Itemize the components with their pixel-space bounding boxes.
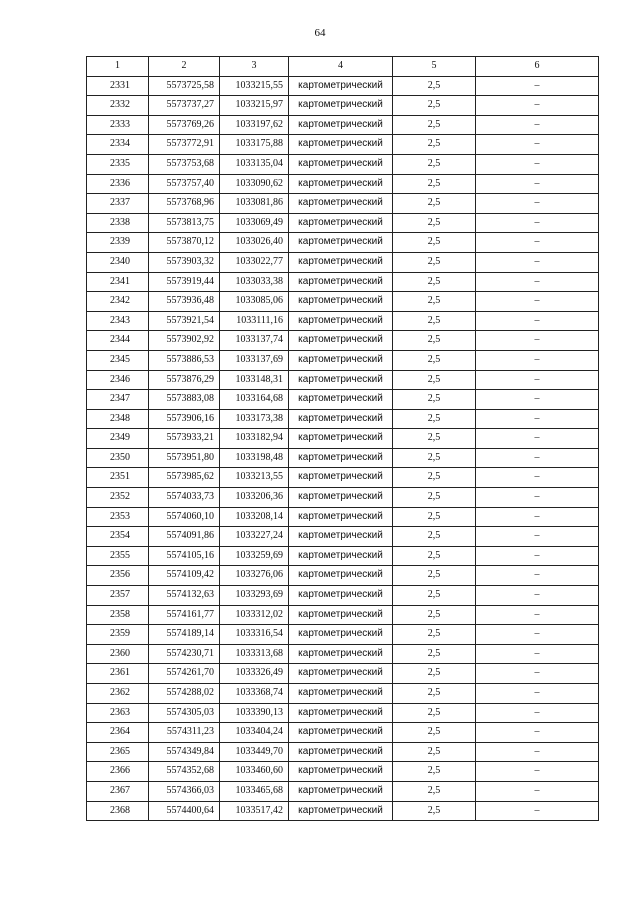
table-row — [87, 135, 599, 155]
x-coordinate-cell: 5574366,03 — [149, 781, 220, 801]
method-cell: картометрический — [289, 233, 393, 253]
accuracy-cell: 2,5 — [393, 644, 476, 664]
accuracy-cell: 2,5 — [393, 625, 476, 645]
method-cell: картометрический — [289, 664, 393, 684]
accuracy-cell: 2,5 — [393, 703, 476, 723]
point-number-cell: 2365 — [87, 742, 149, 762]
method-cell: картометрический — [289, 468, 393, 488]
point-number-cell: 2364 — [87, 723, 149, 743]
table-row — [87, 76, 599, 96]
table-row — [87, 566, 599, 586]
page-number: 64 — [314, 27, 326, 39]
table-row — [87, 174, 599, 194]
method-cell: картометрический — [289, 115, 393, 135]
y-coordinate-cell: 1033215,55 — [220, 76, 289, 96]
point-number-cell: 2351 — [87, 468, 149, 488]
accuracy-cell: 2,5 — [393, 723, 476, 743]
note-cell: – — [476, 233, 599, 253]
table-row — [87, 390, 599, 410]
table-row — [87, 781, 599, 801]
note-cell: – — [476, 350, 599, 370]
accuracy-cell: 2,5 — [393, 448, 476, 468]
note-cell: – — [476, 390, 599, 410]
y-coordinate-cell: 1033069,49 — [220, 213, 289, 233]
column-header-2: 2 — [149, 57, 220, 77]
point-number-cell: 2347 — [87, 390, 149, 410]
method-cell: картометрический — [289, 252, 393, 272]
point-number-cell: 2336 — [87, 174, 149, 194]
y-coordinate-cell: 1033449,70 — [220, 742, 289, 762]
y-coordinate-cell: 1033033,38 — [220, 272, 289, 292]
y-coordinate-cell: 1033198,48 — [220, 448, 289, 468]
y-coordinate-cell: 1033026,40 — [220, 233, 289, 253]
note-cell: – — [476, 507, 599, 527]
point-number-cell: 2334 — [87, 135, 149, 155]
accuracy-cell: 2,5 — [393, 390, 476, 410]
y-coordinate-cell: 1033368,74 — [220, 684, 289, 704]
method-cell: картометрический — [289, 781, 393, 801]
accuracy-cell: 2,5 — [393, 546, 476, 566]
accuracy-cell: 2,5 — [393, 272, 476, 292]
column-header-1: 1 — [87, 57, 149, 77]
accuracy-cell: 2,5 — [393, 213, 476, 233]
column-header-3: 3 — [220, 57, 289, 77]
point-number-cell: 2363 — [87, 703, 149, 723]
note-cell: – — [476, 272, 599, 292]
table-row — [87, 742, 599, 762]
accuracy-cell: 2,5 — [393, 292, 476, 312]
note-cell: – — [476, 409, 599, 429]
y-coordinate-cell: 1033465,68 — [220, 781, 289, 801]
point-number-cell: 2356 — [87, 566, 149, 586]
method-cell: картометрический — [289, 507, 393, 527]
table-row — [87, 311, 599, 331]
point-number-cell: 2332 — [87, 96, 149, 116]
method-cell: картометрический — [289, 605, 393, 625]
table-row — [87, 762, 599, 782]
x-coordinate-cell: 5574132,63 — [149, 586, 220, 606]
table-row — [87, 96, 599, 116]
method-cell: картометрический — [289, 762, 393, 782]
accuracy-cell: 2,5 — [393, 527, 476, 547]
x-coordinate-cell: 5573902,92 — [149, 331, 220, 351]
y-coordinate-cell: 1033517,42 — [220, 801, 289, 821]
note-cell: – — [476, 527, 599, 547]
method-cell: картометрический — [289, 566, 393, 586]
x-coordinate-cell: 5573870,12 — [149, 233, 220, 253]
method-cell: картометрический — [289, 742, 393, 762]
note-cell: – — [476, 311, 599, 331]
table-row — [87, 586, 599, 606]
y-coordinate-cell: 1033313,68 — [220, 644, 289, 664]
y-coordinate-cell: 1033164,68 — [220, 390, 289, 410]
column-header-6: 6 — [476, 57, 599, 77]
point-number-cell: 2345 — [87, 350, 149, 370]
note-cell: – — [476, 448, 599, 468]
accuracy-cell: 2,5 — [393, 174, 476, 194]
accuracy-cell: 2,5 — [393, 370, 476, 390]
y-coordinate-cell: 1033173,38 — [220, 409, 289, 429]
y-coordinate-cell: 1033137,74 — [220, 331, 289, 351]
y-coordinate-cell: 1033215,97 — [220, 96, 289, 116]
note-cell: – — [476, 135, 599, 155]
table-row — [87, 488, 599, 508]
method-cell: картометрический — [289, 429, 393, 449]
x-coordinate-cell: 5574261,70 — [149, 664, 220, 684]
method-cell: картометрический — [289, 194, 393, 214]
point-number-cell: 2366 — [87, 762, 149, 782]
accuracy-cell: 2,5 — [393, 605, 476, 625]
note-cell: – — [476, 664, 599, 684]
table-row — [87, 213, 599, 233]
accuracy-cell: 2,5 — [393, 468, 476, 488]
note-cell: – — [476, 429, 599, 449]
x-coordinate-cell: 5573876,29 — [149, 370, 220, 390]
method-cell: картометрический — [289, 586, 393, 606]
y-coordinate-cell: 1033148,31 — [220, 370, 289, 390]
point-number-cell: 2339 — [87, 233, 149, 253]
note-cell: – — [476, 586, 599, 606]
note-cell: – — [476, 742, 599, 762]
y-coordinate-cell: 1033227,24 — [220, 527, 289, 547]
x-coordinate-cell: 5574311,23 — [149, 723, 220, 743]
x-coordinate-cell: 5573737,27 — [149, 96, 220, 116]
note-cell: – — [476, 762, 599, 782]
y-coordinate-cell: 1033213,55 — [220, 468, 289, 488]
x-coordinate-cell: 5573951,80 — [149, 448, 220, 468]
table-row — [87, 115, 599, 135]
x-coordinate-cell: 5574400,64 — [149, 801, 220, 821]
point-number-cell: 2341 — [87, 272, 149, 292]
x-coordinate-cell: 5573769,26 — [149, 115, 220, 135]
accuracy-cell: 2,5 — [393, 252, 476, 272]
y-coordinate-cell: 1033090,62 — [220, 174, 289, 194]
note-cell: – — [476, 723, 599, 743]
point-number-cell: 2368 — [87, 801, 149, 821]
y-coordinate-cell: 1033197,62 — [220, 115, 289, 135]
method-cell: картометрический — [289, 448, 393, 468]
y-coordinate-cell: 1033081,86 — [220, 194, 289, 214]
accuracy-cell: 2,5 — [393, 350, 476, 370]
table-row — [87, 527, 599, 547]
point-number-cell: 2350 — [87, 448, 149, 468]
accuracy-cell: 2,5 — [393, 115, 476, 135]
point-number-cell: 2346 — [87, 370, 149, 390]
accuracy-cell: 2,5 — [393, 664, 476, 684]
x-coordinate-cell: 5573903,32 — [149, 252, 220, 272]
point-number-cell: 2361 — [87, 664, 149, 684]
point-number-cell: 2343 — [87, 311, 149, 331]
accuracy-cell: 2,5 — [393, 233, 476, 253]
y-coordinate-cell: 1033316,54 — [220, 625, 289, 645]
x-coordinate-cell: 5573883,08 — [149, 390, 220, 410]
method-cell: картометрический — [289, 96, 393, 116]
note-cell: – — [476, 801, 599, 821]
method-cell: картометрический — [289, 370, 393, 390]
point-number-cell: 2362 — [87, 684, 149, 704]
x-coordinate-cell: 5573936,48 — [149, 292, 220, 312]
method-cell: картометрический — [289, 311, 393, 331]
accuracy-cell: 2,5 — [393, 429, 476, 449]
method-cell: картометрический — [289, 684, 393, 704]
table-row — [87, 272, 599, 292]
method-cell: картометрический — [289, 213, 393, 233]
method-cell: картометрический — [289, 409, 393, 429]
point-number-cell: 2340 — [87, 252, 149, 272]
note-cell: – — [476, 370, 599, 390]
y-coordinate-cell: 1033022,77 — [220, 252, 289, 272]
x-coordinate-cell: 5574288,02 — [149, 684, 220, 704]
accuracy-cell: 2,5 — [393, 684, 476, 704]
table-row — [87, 723, 599, 743]
accuracy-cell: 2,5 — [393, 331, 476, 351]
table-row — [87, 252, 599, 272]
note-cell: – — [476, 468, 599, 488]
y-coordinate-cell: 1033208,14 — [220, 507, 289, 527]
note-cell: – — [476, 115, 599, 135]
accuracy-cell: 2,5 — [393, 96, 476, 116]
x-coordinate-cell: 5574109,42 — [149, 566, 220, 586]
table-row — [87, 625, 599, 645]
note-cell: – — [476, 292, 599, 312]
method-cell: картометрический — [289, 331, 393, 351]
note-cell: – — [476, 194, 599, 214]
accuracy-cell: 2,5 — [393, 762, 476, 782]
note-cell: – — [476, 546, 599, 566]
table-row — [87, 331, 599, 351]
table-row — [87, 429, 599, 449]
y-coordinate-cell: 1033135,04 — [220, 154, 289, 174]
x-coordinate-cell: 5574033,73 — [149, 488, 220, 508]
method-cell: картометрический — [289, 272, 393, 292]
accuracy-cell: 2,5 — [393, 76, 476, 96]
method-cell: картометрический — [289, 644, 393, 664]
y-coordinate-cell: 1033312,02 — [220, 605, 289, 625]
x-coordinate-cell: 5574230,71 — [149, 644, 220, 664]
point-number-cell: 2354 — [87, 527, 149, 547]
note-cell: – — [476, 174, 599, 194]
method-cell: картометрический — [289, 154, 393, 174]
x-coordinate-cell: 5574352,68 — [149, 762, 220, 782]
method-cell: картометрический — [289, 390, 393, 410]
x-coordinate-cell: 5574349,84 — [149, 742, 220, 762]
table-row — [87, 154, 599, 174]
point-number-cell: 2344 — [87, 331, 149, 351]
method-cell: картометрический — [289, 723, 393, 743]
x-coordinate-cell: 5573725,58 — [149, 76, 220, 96]
table-row — [87, 409, 599, 429]
coordinates-table — [86, 56, 599, 821]
note-cell: – — [476, 684, 599, 704]
accuracy-cell: 2,5 — [393, 154, 476, 174]
point-number-cell: 2335 — [87, 154, 149, 174]
note-cell: – — [476, 703, 599, 723]
note-cell: – — [476, 96, 599, 116]
point-number-cell: 2358 — [87, 605, 149, 625]
accuracy-cell: 2,5 — [393, 781, 476, 801]
x-coordinate-cell: 5574161,77 — [149, 605, 220, 625]
note-cell: – — [476, 566, 599, 586]
table-row — [87, 468, 599, 488]
point-number-cell: 2352 — [87, 488, 149, 508]
note-cell: – — [476, 644, 599, 664]
note-cell: – — [476, 625, 599, 645]
table-row — [87, 644, 599, 664]
table-row — [87, 801, 599, 821]
table-row — [87, 292, 599, 312]
point-number-cell: 2355 — [87, 546, 149, 566]
x-coordinate-cell: 5573933,21 — [149, 429, 220, 449]
note-cell: – — [476, 781, 599, 801]
y-coordinate-cell: 1033175,88 — [220, 135, 289, 155]
note-cell: – — [476, 76, 599, 96]
table-row — [87, 448, 599, 468]
accuracy-cell: 2,5 — [393, 311, 476, 331]
point-number-cell: 2359 — [87, 625, 149, 645]
point-number-cell: 2342 — [87, 292, 149, 312]
point-number-cell: 2357 — [87, 586, 149, 606]
accuracy-cell: 2,5 — [393, 135, 476, 155]
table-row — [87, 664, 599, 684]
accuracy-cell: 2,5 — [393, 566, 476, 586]
note-cell: – — [476, 154, 599, 174]
table-row — [87, 350, 599, 370]
table-row — [87, 233, 599, 253]
point-number-cell: 2360 — [87, 644, 149, 664]
method-cell: картометрический — [289, 488, 393, 508]
x-coordinate-cell: 5573813,75 — [149, 213, 220, 233]
y-coordinate-cell: 1033276,06 — [220, 566, 289, 586]
y-coordinate-cell: 1033206,36 — [220, 488, 289, 508]
y-coordinate-cell: 1033293,69 — [220, 586, 289, 606]
accuracy-cell: 2,5 — [393, 409, 476, 429]
table-row — [87, 194, 599, 214]
accuracy-cell: 2,5 — [393, 194, 476, 214]
method-cell: картометрический — [289, 76, 393, 96]
x-coordinate-cell: 5573919,44 — [149, 272, 220, 292]
accuracy-cell: 2,5 — [393, 586, 476, 606]
method-cell: картометрический — [289, 625, 393, 645]
x-coordinate-cell: 5573985,62 — [149, 468, 220, 488]
method-cell: картометрический — [289, 174, 393, 194]
x-coordinate-cell: 5573757,40 — [149, 174, 220, 194]
y-coordinate-cell: 1033460,60 — [220, 762, 289, 782]
x-coordinate-cell: 5573772,91 — [149, 135, 220, 155]
table-row — [87, 507, 599, 527]
point-number-cell: 2338 — [87, 213, 149, 233]
table-row — [87, 703, 599, 723]
note-cell: – — [476, 331, 599, 351]
point-number-cell: 2348 — [87, 409, 149, 429]
point-number-cell: 2367 — [87, 781, 149, 801]
x-coordinate-cell: 5574091,86 — [149, 527, 220, 547]
table-row — [87, 546, 599, 566]
table-row — [87, 684, 599, 704]
method-cell: картометрический — [289, 292, 393, 312]
table-body — [87, 76, 599, 821]
column-header-5: 5 — [393, 57, 476, 77]
x-coordinate-cell: 5573753,68 — [149, 154, 220, 174]
x-coordinate-cell: 5574105,16 — [149, 546, 220, 566]
table-header-row — [87, 57, 599, 77]
table-row — [87, 370, 599, 390]
point-number-cell: 2333 — [87, 115, 149, 135]
accuracy-cell: 2,5 — [393, 488, 476, 508]
method-cell: картометрический — [289, 135, 393, 155]
method-cell: картометрический — [289, 546, 393, 566]
note-cell: – — [476, 488, 599, 508]
x-coordinate-cell: 5574189,14 — [149, 625, 220, 645]
y-coordinate-cell: 1033137,69 — [220, 350, 289, 370]
y-coordinate-cell: 1033085,06 — [220, 292, 289, 312]
x-coordinate-cell: 5573906,16 — [149, 409, 220, 429]
note-cell: – — [476, 605, 599, 625]
y-coordinate-cell: 1033182,94 — [220, 429, 289, 449]
x-coordinate-cell: 5574305,03 — [149, 703, 220, 723]
accuracy-cell: 2,5 — [393, 742, 476, 762]
method-cell: картометрический — [289, 527, 393, 547]
point-number-cell: 2353 — [87, 507, 149, 527]
y-coordinate-cell: 1033404,24 — [220, 723, 289, 743]
table-row — [87, 605, 599, 625]
method-cell: картометрический — [289, 703, 393, 723]
x-coordinate-cell: 5573921,54 — [149, 311, 220, 331]
x-coordinate-cell: 5573768,96 — [149, 194, 220, 214]
accuracy-cell: 2,5 — [393, 507, 476, 527]
y-coordinate-cell: 1033111,16 — [220, 311, 289, 331]
method-cell: картометрический — [289, 801, 393, 821]
y-coordinate-cell: 1033326,49 — [220, 664, 289, 684]
x-coordinate-cell: 5573886,53 — [149, 350, 220, 370]
method-cell: картометрический — [289, 350, 393, 370]
point-number-cell: 2349 — [87, 429, 149, 449]
note-cell: – — [476, 252, 599, 272]
point-number-cell: 2331 — [87, 76, 149, 96]
point-number-cell: 2337 — [87, 194, 149, 214]
y-coordinate-cell: 1033390,13 — [220, 703, 289, 723]
y-coordinate-cell: 1033259,69 — [220, 546, 289, 566]
note-cell: – — [476, 213, 599, 233]
x-coordinate-cell: 5574060,10 — [149, 507, 220, 527]
accuracy-cell: 2,5 — [393, 801, 476, 821]
column-header-4: 4 — [289, 57, 393, 77]
